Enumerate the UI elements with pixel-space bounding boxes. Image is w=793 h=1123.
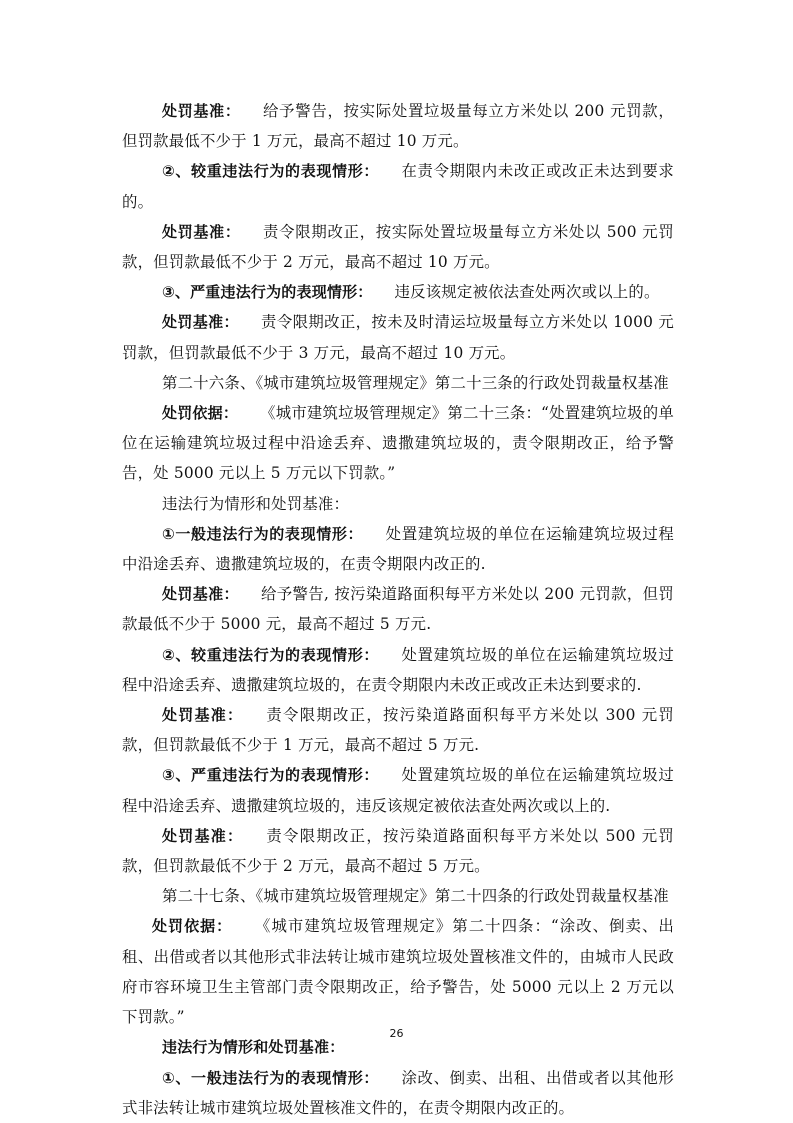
article-27-heading bbox=[122, 881, 674, 911]
paragraph-text: 第二十六条、《城市建筑垃圾管理规定》第二十三条的行政处罚裁量权基准 bbox=[162, 373, 669, 392]
paragraph-text: 《城市建筑垃圾管理规定》第二十三条：“处置建筑垃圾的单位在运输建筑垃圾过程中沿途丢弃、遗撒建筑垃圾的，责令限期改正，给予警告，处 5000 元以上 5 万元以下罚款。” bbox=[122, 404, 674, 483]
paragraph-8 bbox=[122, 489, 674, 519]
paragraph-text: 责令限期改正，按实际处置垃圾量每立方米处以 500 元罚款，但罚款最低不少于 2 万元，最高不超过 10 万元。 bbox=[122, 222, 674, 272]
paragraph-text: 处置建筑垃圾的单位在运输建筑垃圾过程中沿途丢弃、遗撒建筑垃圾的，在责令期限内改正的. bbox=[122, 524, 674, 574]
paragraph-4 bbox=[122, 277, 674, 307]
paragraph-label: 处罚基准： bbox=[162, 222, 241, 241]
document-body bbox=[122, 96, 674, 1123]
paragraph-label: ③、严重违法行为的表现情形： bbox=[162, 283, 373, 302]
page-number: 26 bbox=[389, 1027, 404, 1040]
paragraph-label: 处罚依据： bbox=[152, 917, 233, 936]
paragraph-text: 责令限期改正，按污染道路面积每平方米处以 500 元罚款，但罚款最低不少于 2 万元，最高不超过 5 万元。 bbox=[122, 826, 674, 876]
paragraph-text: 责令限期改正，按污染道路面积每平方米处以 300 元罚款，但罚款最低不少于 1 万元，最高不超过 5 万元. bbox=[122, 706, 674, 755]
paragraph-label: 违法行为情形和处罚基准： bbox=[162, 1038, 345, 1057]
paragraph-text: 第二十七条、《城市建筑垃圾管理规定》第二十四条的行政处罚裁量权基准 bbox=[162, 887, 669, 906]
paragraph-label: 处罚基准： bbox=[162, 102, 241, 120]
paragraph-text: 《城市建筑垃圾管理规定》第二十四条：“涂改、倒卖、出租、出借或者以其他形式非法转让城市建筑垃圾处置核准文件的，由城市人民政府市容环境卫生主管部门责令限期改正，给予警告，处 5000 元以上 2 万元以下罚款。” bbox=[122, 917, 674, 1027]
paragraph-label: ②、较重违法行为的表现情形： bbox=[162, 645, 380, 664]
paragraph-label: ①一般违法行为的表现情形： bbox=[162, 524, 364, 543]
paragraph-label: ②、较重违法行为的表现情形： bbox=[162, 162, 380, 181]
paragraph-text: 给予警告，按实际处置垃圾量每立方米处以 200 元罚款，但罚款最低不少于 1 万元，最高不超过 10 万元。 bbox=[122, 102, 674, 151]
paragraph-9 bbox=[122, 519, 674, 579]
paragraph-label: 处罚基准： bbox=[162, 585, 239, 604]
paragraph-text: 在责令期限内未改正或改正未达到要求的。 bbox=[122, 162, 674, 211]
paragraph-16 bbox=[122, 911, 674, 1032]
paragraph-label: 处罚基准： bbox=[162, 313, 239, 332]
paragraph-text: 处置建筑垃圾的单位在运输建筑垃圾过程中沿途丢弃、遗撒建筑垃圾的，在责令期限内未改正或改正未达到要求的. bbox=[122, 645, 674, 694]
paragraph-10 bbox=[122, 579, 674, 639]
paragraph-13 bbox=[122, 760, 674, 820]
paragraph-5 bbox=[122, 307, 674, 367]
paragraph-text: 处置建筑垃圾的单位在运输建筑垃圾过程中沿途丢弃、遗撒建筑垃圾的，违反该规定被依法查处两次或以上的. bbox=[122, 766, 674, 815]
paragraph-18 bbox=[122, 1063, 674, 1123]
paragraph-14 bbox=[122, 821, 674, 881]
paragraph-text: 涂改、倒卖、出租、出借或者以其他形式非法转让城市建筑垃圾处置核准文件的，在责令期限内改正的。 bbox=[122, 1068, 674, 1117]
paragraph-11 bbox=[122, 640, 674, 700]
paragraph-text: 给予警告, 按污染道路面积每平方米处以 200 元罚款，但罚款最低不少于 5000 元，最高不超过 5 万元. bbox=[122, 585, 674, 634]
paragraph-label: 处罚基准： bbox=[162, 826, 244, 845]
paragraph-label: 处罚基准： bbox=[162, 706, 244, 725]
paragraph-2 bbox=[122, 156, 674, 216]
paragraph-1 bbox=[122, 96, 674, 156]
paragraph-12 bbox=[122, 700, 674, 760]
paragraph-text: 违法行为情形和处罚基准： bbox=[162, 494, 350, 513]
article-26-heading bbox=[122, 368, 674, 398]
paragraph-label: ①、一般违法行为的表现情形： bbox=[162, 1068, 380, 1087]
paragraph-label: ③、严重违法行为的表现情形： bbox=[162, 766, 380, 785]
paragraph-text: 责令限期改正，按未及时清运垃圾量每立方米处以 1000 元罚款，但罚款最低不少于 3 万元，最高不超过 10 万元。 bbox=[122, 313, 674, 362]
paragraph-7 bbox=[122, 398, 674, 489]
paragraph-label: 处罚依据： bbox=[162, 404, 239, 423]
paragraph-text: 违反该规定被依法查处两次或以上的。 bbox=[394, 283, 660, 302]
paragraph-3 bbox=[122, 217, 674, 277]
